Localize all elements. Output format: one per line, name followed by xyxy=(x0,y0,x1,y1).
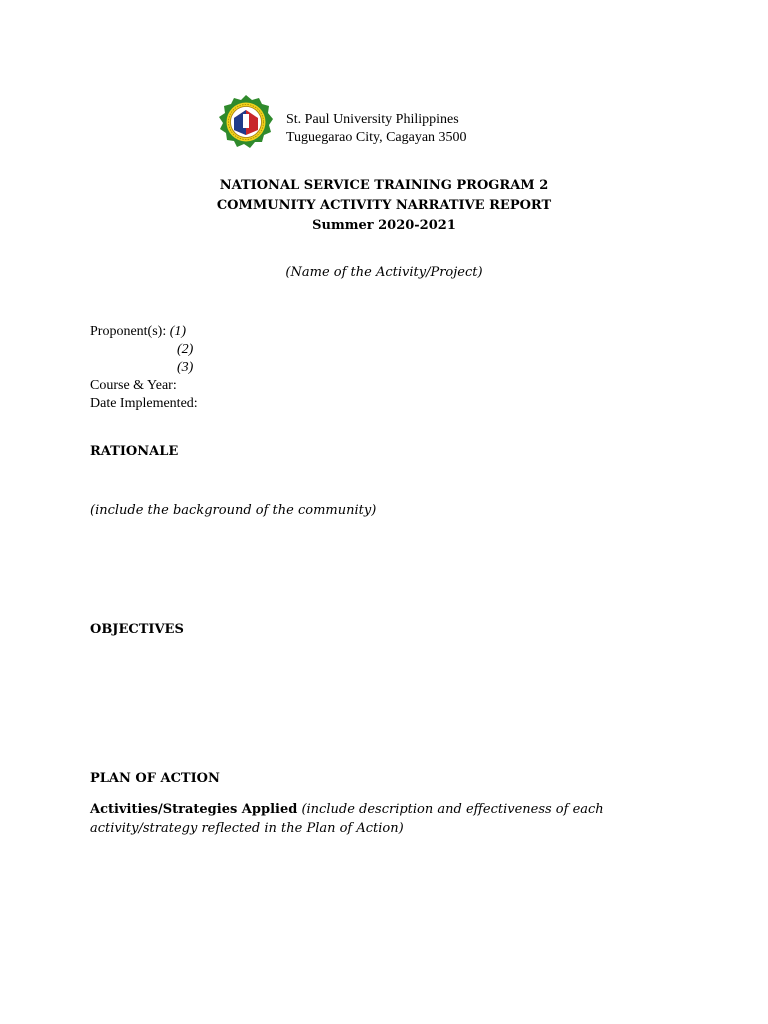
proponent-1: (1) xyxy=(169,324,187,339)
report-title: COMMUNITY ACTIVITY NARRATIVE REPORT xyxy=(216,198,552,213)
letterhead xyxy=(216,95,516,151)
rationale-heading: RATIONALE xyxy=(90,444,179,459)
university-lines xyxy=(286,111,467,147)
proponent-3: (3) xyxy=(177,360,194,375)
proponent-row-1 xyxy=(90,323,198,341)
university-name: St. Paul University Philippines xyxy=(286,112,459,127)
proponent-row-2 xyxy=(90,341,198,359)
activities-description: (include description and effectiveness of each activity/strategy reflected in the Plan of Action) xyxy=(90,802,604,836)
term-title: Summer 2020-2021 xyxy=(312,218,456,233)
objectives-heading: OBJECTIVES xyxy=(90,622,184,637)
rationale-note: (include the background of the community) xyxy=(90,503,377,518)
date-implemented-label: Date Implemented: xyxy=(90,396,198,411)
proponent-2: (2) xyxy=(177,342,194,357)
activities-lead: Activities/Strategies Applied xyxy=(90,802,298,817)
program-title: NATIONAL SERVICE TRAINING PROGRAM 2 xyxy=(219,178,549,193)
report-titles xyxy=(0,176,768,236)
university-address: Tuguegarao City, Cagayan 3500 xyxy=(286,130,467,145)
report-info xyxy=(90,323,198,413)
activity-name-placeholder: (Name of the Activity/Project) xyxy=(285,265,483,280)
plan-of-action-heading: PLAN OF ACTION xyxy=(90,771,220,786)
proponent-row-3 xyxy=(90,359,198,377)
university-seal-icon xyxy=(216,95,276,149)
activities-paragraph xyxy=(90,800,610,838)
course-year-label: Course & Year: xyxy=(90,378,177,393)
proponents-label: Proponent(s): xyxy=(90,324,167,339)
